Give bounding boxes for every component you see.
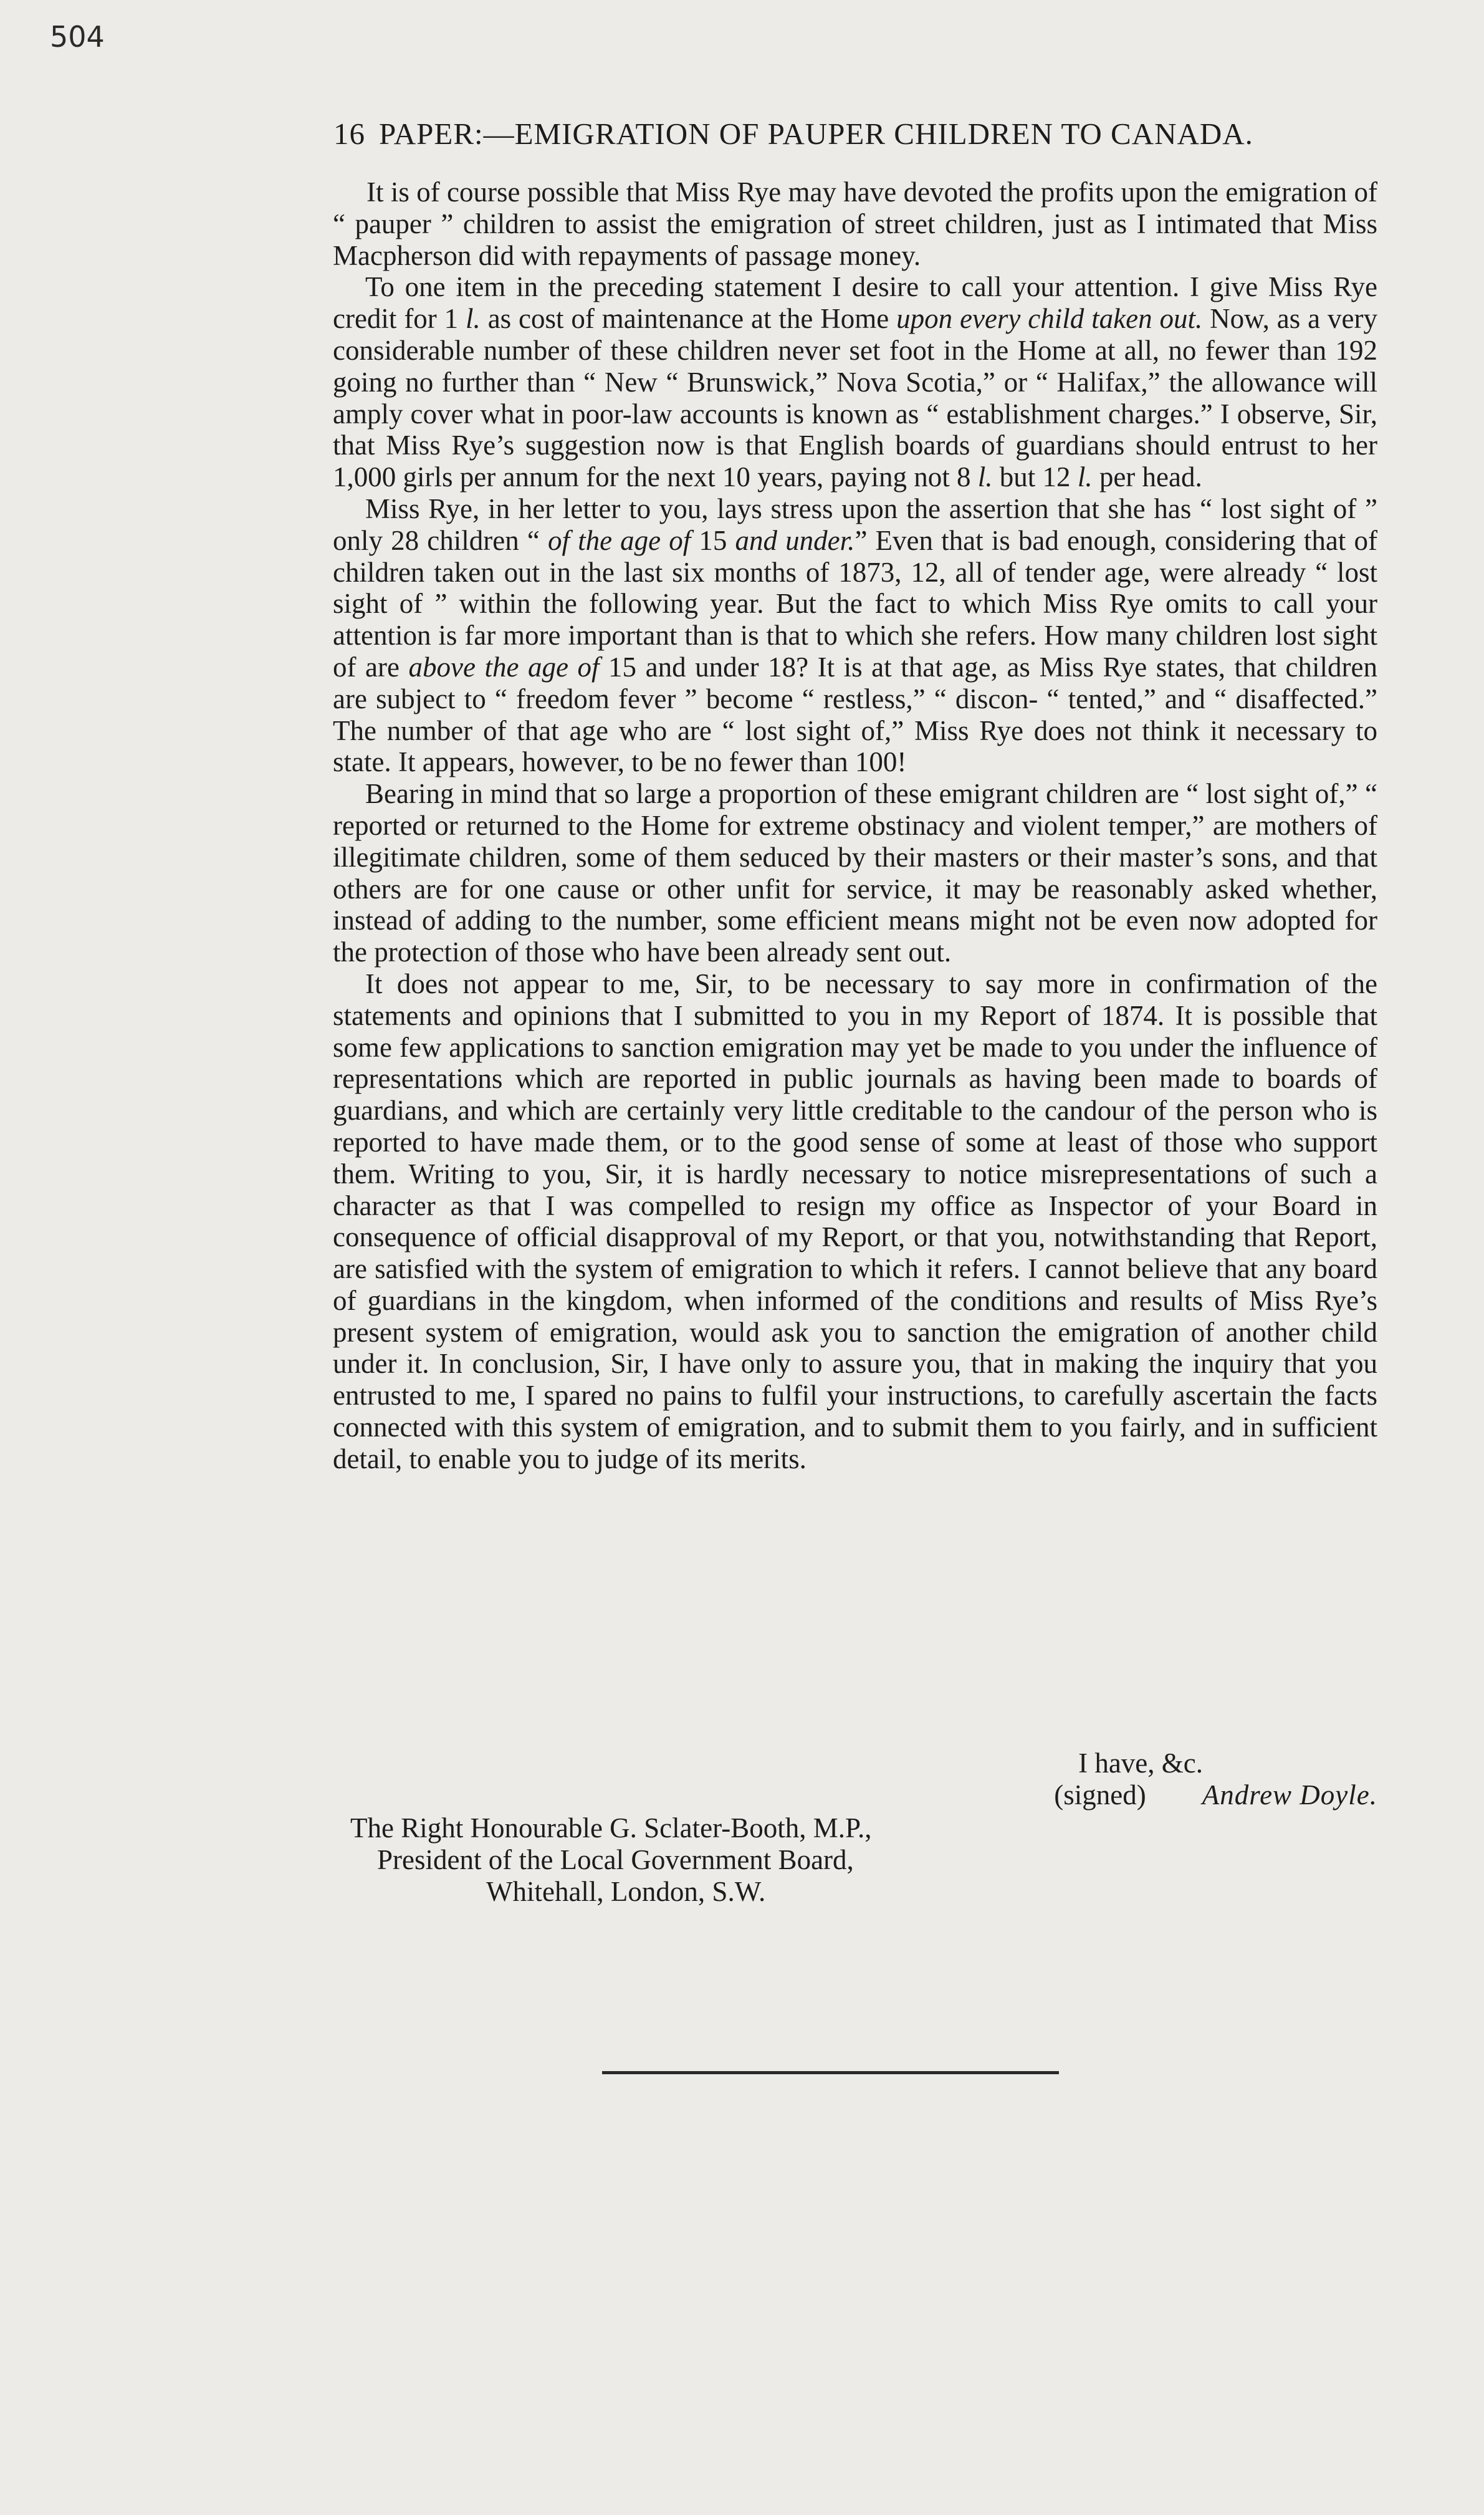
text-run: as cost of maintenance at the Home (480, 303, 897, 335)
paragraph-1: It is of course possible that Miss Rye may have devoted the profits upon the emigration of “ pauper ” children to assist the emigration of street children, just as I intimated that Miss Macpherson did with repayments of passage money. (333, 176, 1377, 271)
page-number: 504 (50, 20, 105, 54)
text-run: per head. (1092, 461, 1202, 493)
paragraph-5: It does not appear to me, Sir, to be necessary to say more in confirmation of the statements and opinions that I submitted to you in my Report of 1874. It is possible that some few applications to sanction emigration may yet be made to you under the influence of representations which are reported in public journals as having been made to boards of guardians, and which are certainly very little creditable to the candour of the person who is reported to have made them, or to the good sense of some at least of those who support them. Writing to you, Sir, it is hardly necessary to notice misrepresentations of such a character as that I was compelled to resign my office as Inspector of your Board in consequence of official disapproval of my Report, or that you, notwithstanding that Report, are satisfied with the system of emigration to which it refers. I cannot believe that any board of guardians in the kingdom, when informed of the conditions and results of Miss Rye’s present system of emigration, would ask you to sanction the emigration of another child under it. In conclusion, Sir, I have only to assure you, that in making the inquiry that you entrusted to me, I spared no pains to fulfil your instructions, to carefully ascertain the facts connected with this system of emigration, and to submit them to you fairly, and in sufficient detail, to enable you to judge of its merits. (333, 968, 1377, 1474)
running-head-page: 16 (333, 117, 365, 151)
addressee-line-3: Whitehall, London, S.W. (486, 1876, 766, 1907)
emphasis: and under. (735, 524, 855, 556)
addressee-line-1 (350, 1812, 872, 1844)
text-run: but 12 (992, 461, 1078, 493)
signed-label: (signed) (1054, 1779, 1146, 1811)
paragraph-2 (333, 271, 1377, 493)
addressee-line-2: President of the Local Government Board, (377, 1844, 854, 1875)
emphasis: of the age of (547, 524, 691, 556)
text-run: 15 (691, 524, 735, 556)
currency-unit: l. (977, 461, 993, 493)
end-rule (602, 2071, 1059, 2074)
closing-block (333, 1748, 1377, 1811)
running-head-title: PAPER:—EMIGRATION OF PAUPER CHILDREN TO CANADA. (379, 117, 1253, 151)
signature-line (333, 1779, 1377, 1811)
text-run: To one item in the preceding statement I desire to call your attention. I give Miss Rye credit for 1 (333, 271, 1377, 335)
text-run: 15 and under 18? It is at that age, as Miss Rye states, that children are subject to “ freedom fever ” become “ restless,” “ discon- “ tented,” and “ disaffected.” The number of that age who are “ lost sight of,” Miss Rye does not think it necessary to state. It appears, however, to be no fewer than 100! (333, 651, 1377, 778)
closing-salutation: I have, &c. (1078, 1748, 1203, 1779)
paragraph-4: Bearing in mind that so large a proportion of these emigrant children are “ lost sight of,” “ reported or returned to the Home for extreme obstinacy and violent temper,” are mothers of illegitimate children, some of them seduced by their masters or their master’s sons, and that others are for one cause or other unfit for service, it may be reasonably asked whether, instead of adding to the number, some efficient means might not be even now adopted for the protection of those who have been already sent out. (333, 778, 1377, 968)
emphasis: upon every child taken out. (896, 303, 1203, 335)
text-run: The Right Honourable G. Sclater-Booth, (350, 1812, 813, 1844)
text-run: Miss Rye, in her letter to you, lays stress upon the assertion that she has “ lost sight of ” only 28 children “ (333, 493, 1377, 556)
paragraph-3 (333, 493, 1377, 778)
emphasis: above the age of (408, 651, 600, 683)
currency-unit: l. (1077, 461, 1093, 493)
addressee-block (350, 1812, 872, 1908)
letter-body (333, 176, 1377, 1475)
text-run: , (864, 1812, 872, 1844)
currency-unit: l. (466, 303, 481, 335)
text-run: ” Even that is bad enough, considering that of children taken out in the last six months of 1873, 12, all of tender age, were already “ lost sight of ” within the following year. But the fact to which Miss Rye omits to call your attention is far more important than is that to which she refers. How many children lost sight of are (333, 524, 1378, 683)
signatory-name: Andrew Doyle. (1202, 1779, 1377, 1811)
text-run: Now, as a very considerable number of these children never set foot in the Home at all, no fewer than 192 going no further than “ New “ Brunswick,” Nova Scotia,” or “ Halifax,” the allowance will amply cover what in poor-law accounts is known as “ establishment charges.” I observe, Sir, that Miss Rye’s suggestion now is that English boards of guardians should entrust to her 1,000 girls per annum for the next 10 years, paying not 8 (333, 303, 1377, 493)
honorific: M.P. (813, 1812, 865, 1844)
running-head (333, 116, 1346, 151)
